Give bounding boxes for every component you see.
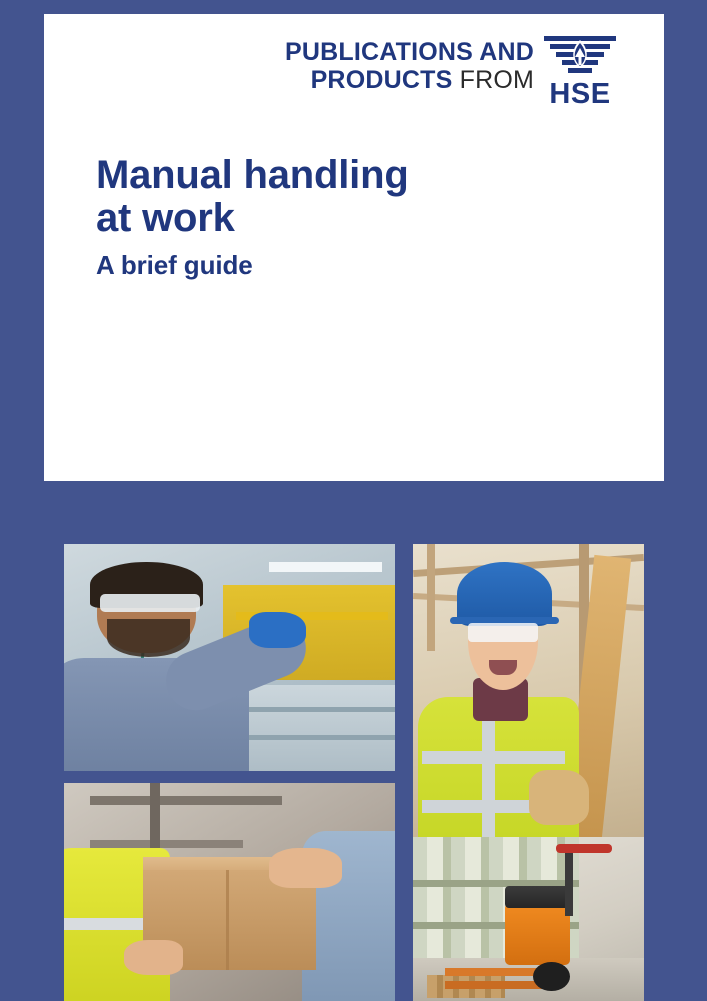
photo-glazier <box>64 544 395 771</box>
photo-pallet-truck <box>413 837 644 1001</box>
hse-crest-icon <box>544 36 616 80</box>
title-line-2: at work <box>96 196 235 241</box>
page-subtitle: A brief guide <box>96 250 253 281</box>
hse-logo-text: HSE <box>549 78 611 110</box>
cover-photo-collage <box>44 526 664 1001</box>
publisher-strapline <box>285 38 534 94</box>
photo-carpenter <box>413 544 644 849</box>
publisher-line-2 <box>285 66 534 94</box>
hse-logo <box>538 36 622 108</box>
photo-box-handover <box>64 783 395 1001</box>
title-line-1: Manual handling <box>96 153 409 197</box>
page-title <box>96 154 616 240</box>
publisher-line-1: PUBLICATIONS AND <box>284 38 534 66</box>
title-block <box>96 154 616 281</box>
publisher-line-2-light: FROM <box>452 66 534 94</box>
cover-header-panel <box>44 14 664 481</box>
publisher-line-2-bold: PRODUCTS <box>310 66 453 94</box>
